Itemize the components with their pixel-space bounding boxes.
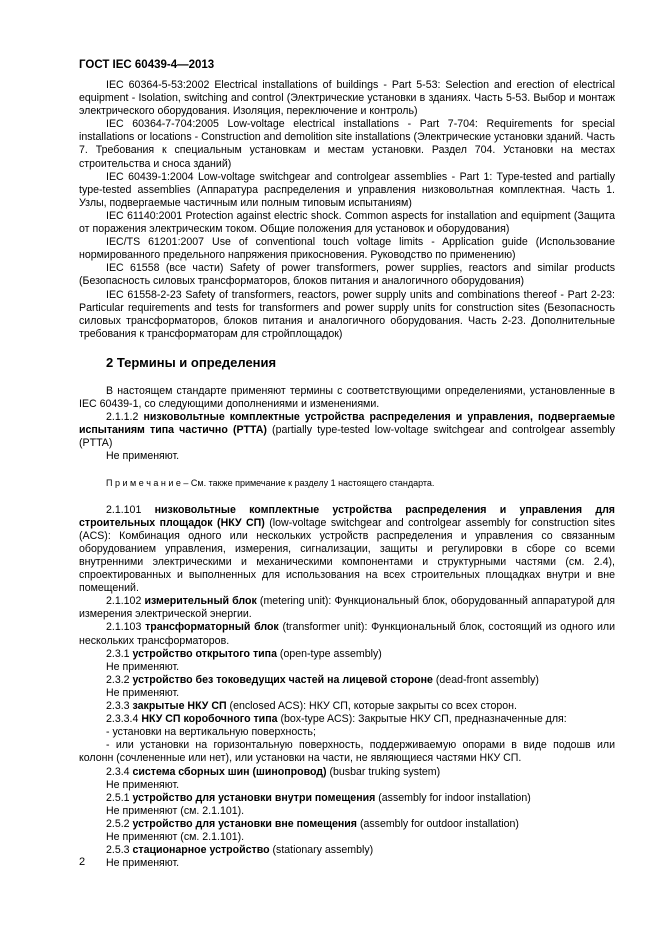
term-2-3-2 — [79, 674, 615, 687]
not-applied-text: Не применяют. — [106, 857, 180, 870]
reference-item: IEC 60364-7-704:2005 Low-voltage electrical installations - Part 7-704: Requirements for special installations or locations - Construction and demolition site installations (Электрические установки зданий. Часть 7. Требования к специальным установкам и местам установки. Раздел 704. Установки на местах строительства и сноса зданий) — [79, 118, 615, 170]
not-applied-text: Не применяют. — [106, 686, 180, 699]
term-definition: (open-type assembly) — [276, 647, 382, 660]
term-name: закрытые НКУ СП — [132, 700, 227, 713]
term-name: измерительный блок — [144, 595, 257, 608]
term-definition: (low-voltage switchgear and controlgear assembly for construction sites (ACS): Комбинация одного или нескольких устройств распределения и управления со связанным оборудованием управления, измерения, сигнализации, защиты и регулировки в сборе со всеми внутренними электрическими и механическими компонентами и структурными частями (см. 2.4), спроектированных и выполненных для использования на всех строительных площадках внутри и вне помещений. — [79, 516, 615, 595]
term-2-1-102 — [79, 595, 615, 621]
not-applied-text: Не применяют (см. 2.1.101). — [106, 830, 245, 843]
reference-item: IEC/TS 61201:2007 Use of conventional touch voltage limits - Application guide (Использование нормированного предельного напряжения прикосновения. Руководство по применению) — [79, 236, 615, 262]
term-number: 2.1.102 — [106, 595, 145, 608]
term-number: 2.5.2 — [106, 817, 133, 830]
term-name: трансформаторный блок — [145, 621, 279, 634]
term-name: НКУ СП коробочного типа — [141, 713, 278, 726]
term-definition: (partially type-tested low-voltage switchgear and controlgear assembly (PTTA) — [79, 424, 616, 450]
not-applied-text: Не применяют (см. 2.1.101). — [106, 804, 245, 817]
term-definition: (metering unit): Функциональный блок, оборудованный аппаратурой для измерения электрической энергии. — [79, 595, 615, 621]
document-body — [79, 79, 615, 870]
not-applied-text: Не применяют. — [106, 450, 180, 463]
term-2-3-4 — [79, 766, 615, 779]
term-definition: (transformer unit): Функциональный блок, состоящий из одного или нескольких трансформаторов. — [79, 621, 615, 647]
term-name: система сборных шин (шинопровод) — [132, 765, 327, 778]
term-2-3-3 — [79, 700, 615, 713]
term-number: 2.5.1 — [106, 791, 133, 804]
term-2-1-103 — [79, 621, 615, 647]
term-name: устройство для установки вне помещения — [132, 817, 357, 830]
list-item: - или установки на горизонтальную поверхность, поддерживаемую опорами в виде подошв или колонн (сочлененные или нет), или установки на части, не являющиеся частями НКУ СП. — [79, 739, 615, 765]
term-2-3-3-4 — [79, 713, 615, 726]
term-2-1-101 — [79, 504, 615, 596]
term-2-5-3 — [79, 844, 615, 857]
term-number: 2.3.1 — [106, 647, 133, 660]
term-name: низковольтные комплектные устройства распределения и управления, подвергаемые испытаниям типа частично (PTTA) — [79, 411, 616, 437]
term-definition: (dead-front assembly) — [432, 673, 539, 686]
term-definition: (busbar truking system) — [326, 765, 441, 778]
term-number: 2.3.3 — [106, 700, 133, 713]
term-2-5-1 — [79, 792, 615, 805]
reference-item: IEC 60439-1:2004 Low-voltage switchgear and controlgear assemblies - Part 1: Type-tested and partially type-tested assemblies (Аппаратура распределения и управления низковольтная комплектная. Часть 1. Узлы, подвергаемые частичным или полным типовым испытаниям) — [79, 170, 615, 209]
term-2-3-1 — [79, 648, 615, 661]
reference-item: IEC 61558 (все части) Safety of power transformers, power supplies, reactors and similar products (Безопасность силовых трансформаторов, блоков питания и аналогичного оборудования) — [79, 262, 615, 288]
term-name: стационарное устройство — [132, 844, 270, 857]
term-name: устройство без токоведущих частей на лицевой стороне — [132, 673, 433, 686]
term-name: устройство открытого типа — [132, 647, 277, 660]
not-applied-text: Не применяют. — [106, 778, 180, 791]
term-number: 2.5.3 — [106, 844, 133, 857]
note-text: П р и м е ч а н и е – См. также примечание к разделу 1 настоящего стандарта. — [106, 477, 435, 488]
reference-item: IEC 60364-5-53:2002 Electrical installations of buildings - Part 5-53: Selection and erection of electrical equipment - Isolation, switching and control (Электрические установки в зданиях. Часть 5-53. Выбор и монтаж электрического оборудования. Изоляция, переключение и контроль) — [79, 79, 615, 118]
term-number: 2.3.2 — [106, 673, 133, 686]
term-2-1-1-2 — [79, 411, 615, 450]
term-name: устройство для установки внутри помещения — [132, 791, 376, 804]
term-definition: (assembly for indoor installation) — [375, 791, 531, 804]
term-definition: (assembly for outdoor installation) — [357, 817, 519, 830]
term-number: 2.1.1.2 — [106, 411, 144, 424]
term-definition: (enclosed ACS): НКУ СП, которые закрыты со всех сторон. — [226, 700, 517, 713]
document-header: ГОСТ IEC 60439-4—2013 — [79, 59, 215, 71]
term-name: низковольтные комплектные устройства распределения и управления для строительных площадок (НКУ СП) — [79, 503, 615, 529]
page-number: 2 — [79, 856, 86, 868]
reference-item: IEC 61140:2001 Protection against electric shock. Common aspects for installation and equipment (Защита от поражения электрическим током. Общие положения для установок и оборудования) — [79, 209, 615, 236]
term-definition: (stationary assembly) — [269, 844, 374, 857]
term-number: 2.1.101 — [106, 503, 155, 516]
not-applied-text: Не применяют. — [106, 660, 180, 673]
reference-item: IEC 61558-2-23 Safety of transformers, reactors, power supply units and combinations thereof - Part 2-23: Particular requirements and tests for transformers and power supply units for construction sites (Безопасность силовых трансформаторов, блоков питания и аналогичного оборудования. Часть 2-23. Дополнительные требования к трансформаторам для стройплощадок) — [79, 288, 615, 340]
term-definition: (box-type ACS): Закрытые НКУ СП, предназначенные для: — [277, 713, 567, 726]
section-title: 2 Термины и определения — [106, 354, 277, 370]
term-number: 2.3.3.4 — [106, 713, 142, 726]
list-item: - установки на вертикальную поверхность; — [106, 726, 316, 739]
term-2-5-2 — [79, 818, 615, 831]
term-number: 2.1.103 — [106, 621, 146, 634]
term-number: 2.3.4 — [106, 765, 133, 778]
section-intro: В настоящем стандарте применяют термины с соответствующими определениями, установленные в IEC 60439-1, со следующими дополнениями и изменениями. — [79, 384, 615, 411]
